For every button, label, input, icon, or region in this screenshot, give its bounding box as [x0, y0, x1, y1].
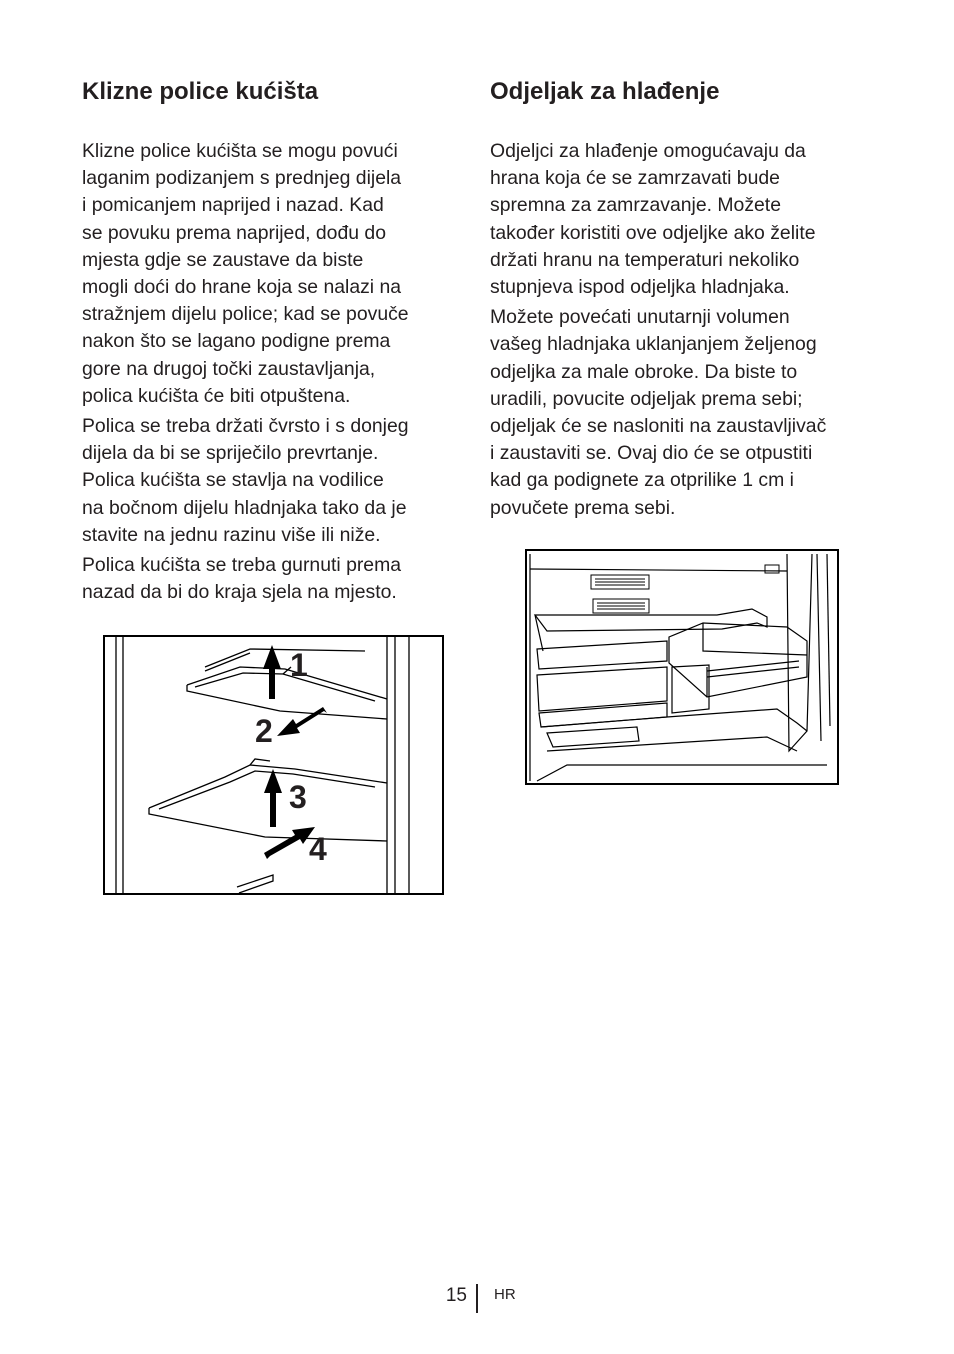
step-label-4: 4	[309, 831, 327, 867]
chiller-compartment-illustration	[525, 549, 839, 785]
section-heading-shelves: Klizne police kućišta	[82, 78, 319, 105]
text-line: mogli doći do hrane koja se nalazi na	[82, 276, 402, 299]
shelves-text	[82, 138, 462, 606]
text-line: gore na drugoj točki zaustavljanja,	[82, 357, 376, 380]
text-line: se povuku prema naprijed, dođu do	[82, 221, 386, 244]
language-code: HR	[494, 1286, 516, 1303]
text-line: vašeg hladnjaka uklanjanjem željenog	[490, 333, 817, 356]
section-heading-chiller: Odjeljak za hlađenje	[490, 78, 720, 105]
left-column	[82, 76, 462, 606]
page-number: 15	[445, 1285, 467, 1306]
page-footer	[0, 1283, 954, 1317]
shelf-illustration	[103, 635, 444, 895]
text-line: nakon što se lagano podigne prema	[82, 330, 391, 353]
right-column	[490, 76, 875, 522]
text-line: spremna za zamrzavanje. Možete	[490, 194, 781, 217]
text-line: laganim podizanjem s prednjeg dijela	[82, 167, 402, 190]
text-line: Klizne police kućišta se mogu povući	[82, 140, 398, 162]
text-line: odjeljak će se nasloniti na zaustavljivač	[490, 415, 827, 438]
text-line: uradili, povucite odjeljak prema sebi;	[490, 387, 803, 410]
text-line: stupnjeva ispod odjeljka hladnjaka.	[490, 276, 790, 299]
text-line: stavite na jednu razinu više ili niže.	[82, 523, 381, 546]
step-label-2: 2	[255, 713, 273, 749]
text-line: držati hranu na temperaturi nekoliko	[490, 248, 800, 271]
text-line: povučete prema sebi.	[490, 496, 676, 519]
text-line: Odjeljci za hlađenje omogućavaju da	[490, 140, 806, 162]
chiller-text	[490, 138, 875, 522]
text-line: dijela da bi se spriječilo prevrtanje.	[82, 442, 379, 465]
text-line: također koristiti ove odjeljke ako želite	[490, 221, 816, 244]
text-line: hrana koja će se zamrzavati bude	[490, 167, 780, 190]
text-line: Polica kućišta se stavlja na vodilice	[82, 469, 384, 492]
step-label-3: 3	[289, 779, 307, 815]
text-line: odjeljka za male obroke. Da biste to	[490, 360, 798, 383]
text-line: Možete povećati unutarnji volumen	[490, 306, 790, 329]
text-line: Polica kućišta se treba gurnuti prema	[82, 554, 402, 577]
text-line: i zaustaviti se. Ovaj dio će se otpustiti	[490, 442, 813, 465]
text-line: polica kućišta će biti otpuštena.	[82, 384, 351, 407]
step-label-1: 1	[290, 647, 308, 683]
footer-divider	[476, 1284, 478, 1313]
text-line: nazad da bi do kraja sjela na mjesto.	[82, 581, 397, 604]
text-line: na bočnom dijelu hladnjaka tako da je	[82, 496, 407, 519]
text-line: mjesta gdje se zaustave da biste	[82, 248, 364, 271]
text-line: kad ga podignete za otprilike 1 cm i	[490, 469, 794, 492]
text-line: Polica se treba držati čvrsto i s donjeg	[82, 415, 409, 438]
text-line: i pomicanjem naprijed i nazad. Kad	[82, 194, 384, 217]
text-line: stražnjem dijelu police; kad se povuče	[82, 303, 409, 326]
